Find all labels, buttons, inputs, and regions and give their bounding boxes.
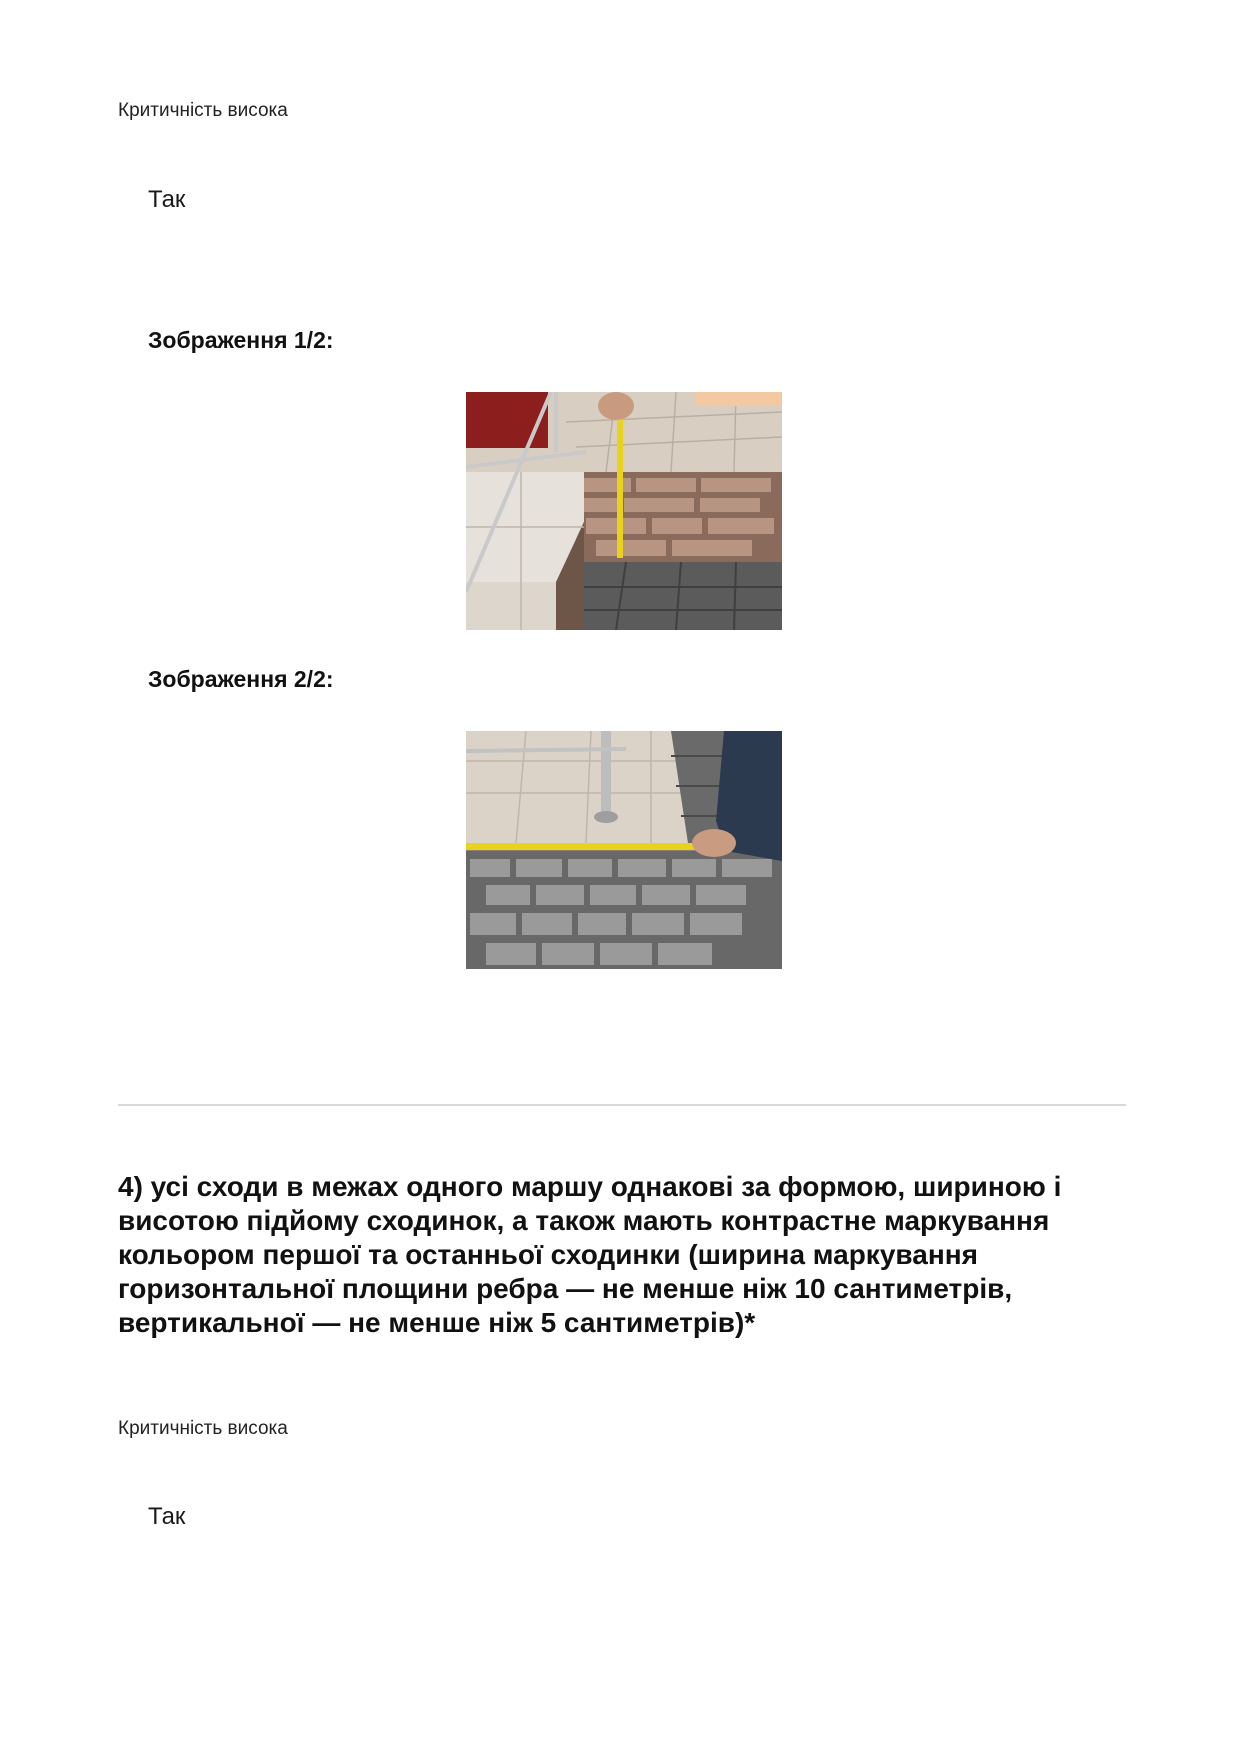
image-label-1: Зображення 1/2: (148, 327, 334, 353)
image-label-2: Зображення 2/2: (148, 666, 334, 692)
section-divider (118, 1104, 1126, 1106)
photo-step-width[interactable] (466, 731, 782, 969)
criticality-label: Критичність висока (118, 100, 288, 121)
question-title: 4) усі сходи в межах одного маршу однакові за формою, шириною і висотою підйому сходинок, а також мають контрастне маркування кольором першої та останньої сходинки (ширина маркування горизонтальної площини ребра — не менше ніж 10 сантиметрів, вертикальної — не менше ніж 5 сантиметрів)* (118, 1171, 1062, 1338)
answer-value: Так (148, 186, 186, 213)
criticality-label-2: Критичність висока (118, 1418, 288, 1439)
photo-step-height[interactable] (466, 392, 782, 630)
answer-value-2: Так (148, 1503, 186, 1530)
